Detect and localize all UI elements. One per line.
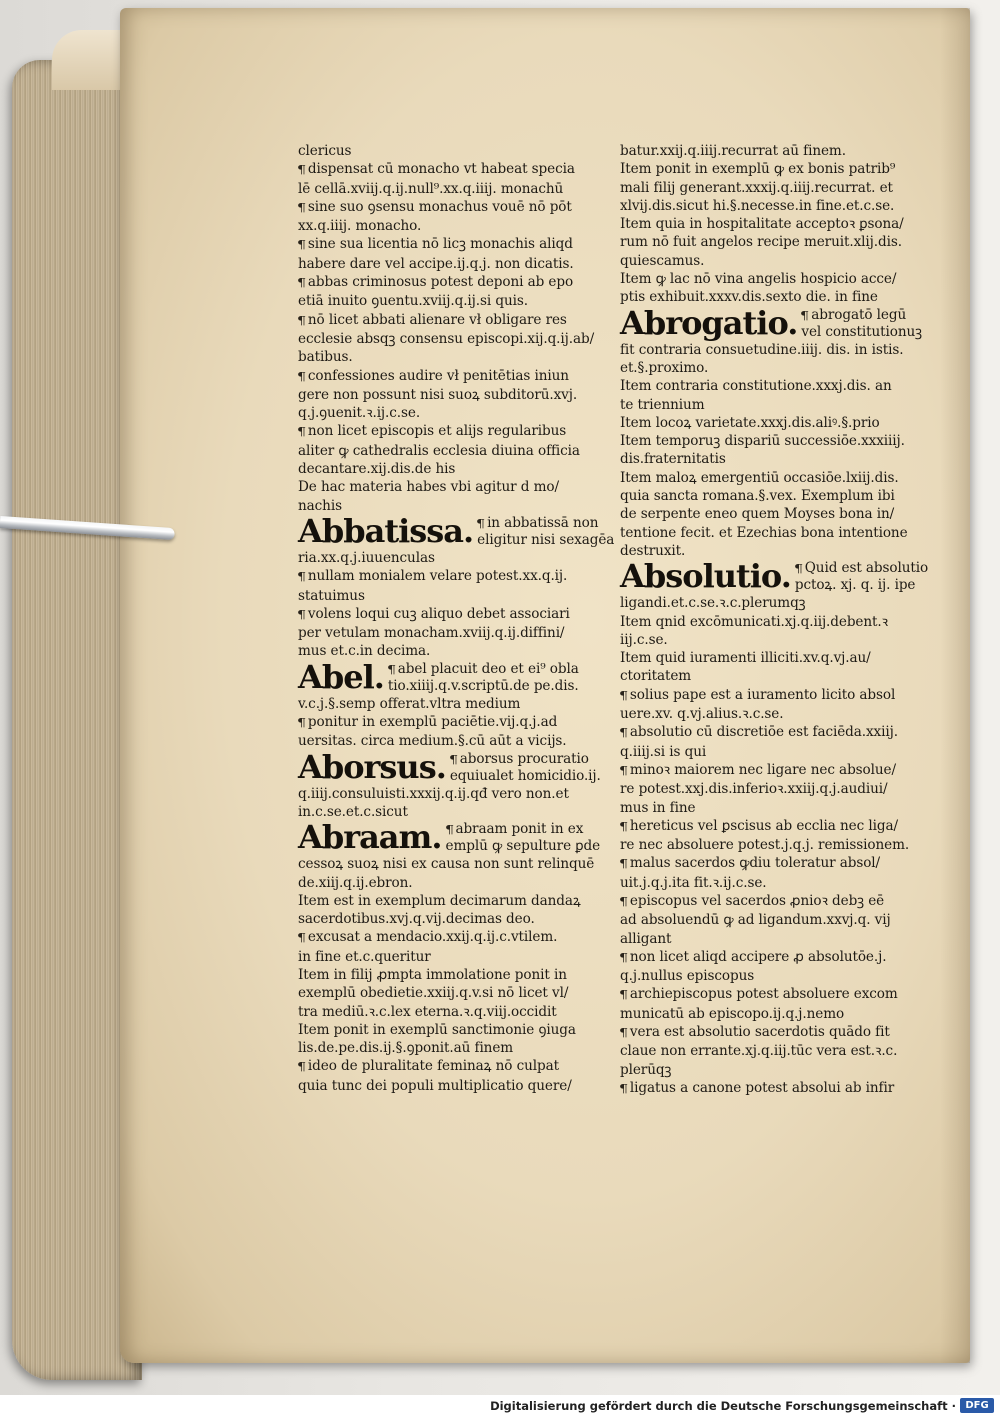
line-text: Quid est absolutio: [804, 560, 929, 577]
line-text: absolutio cū discretiōe est faciēda.xxiij.: [629, 724, 898, 741]
line-text: municatū ab episcopo.ij.q.j.nemo: [620, 1005, 845, 1022]
text-line: [620, 359, 932, 377]
text-line: [298, 235, 616, 254]
text-line: [477, 515, 614, 532]
text-line: [620, 667, 932, 685]
text-line: [298, 273, 616, 292]
paragraph-mark-icon: ¶: [618, 726, 628, 740]
line-text: claue non errante.xj.q.iij.tūc vera est.ꝛ.c.: [620, 1043, 898, 1060]
paragraph-mark-icon: ¶: [296, 1060, 306, 1074]
text-line: [298, 1039, 616, 1057]
line-text: xlvij.dis.sicut hi.§.necesse.in fine.et.c.se.: [620, 197, 895, 214]
text-line: [298, 874, 616, 892]
line-text: minoꝛ maiorem nec ligare nec absolue/: [629, 761, 896, 778]
line-text: mali filij generant.xxxij.q.iiij.recurrat. et: [620, 179, 893, 196]
text-line: [801, 307, 922, 324]
text-line: [620, 341, 932, 359]
line-text: fit contraria consuetudine.iiij. dis. in istis.: [620, 341, 904, 358]
line-text: uit.j.q.j.ita fit.ꝛ.ij.c.se.: [620, 874, 767, 891]
line-text: Item contraria constitutione.xxxj.dis. an: [620, 378, 892, 395]
text-line: [620, 505, 932, 523]
line-text: Item qnid excōmunicati.xj.q.iij.debent.ꝛ: [620, 613, 888, 630]
text-line: [298, 160, 616, 179]
text-line: [298, 855, 616, 873]
line-text: ligandi.et.c.se.ꝛ.c.plerumqꝫ: [620, 595, 806, 612]
text-line: [620, 761, 932, 780]
line-text: dispensat cū monacho vt habeat specia: [307, 161, 575, 178]
line-text: nullam monialem velare potest.xx.q.ij.: [307, 568, 568, 585]
headword-inline-text: [477, 515, 614, 549]
text-line: [620, 1061, 932, 1079]
line-text: nachis: [298, 497, 342, 514]
text-line: [620, 377, 932, 395]
line-text: nō licet abbati alienare vł obligare res: [307, 311, 567, 328]
text-line: [298, 567, 616, 586]
line-text: plerūqꝫ: [620, 1061, 672, 1078]
line-text: non licet episcopis et alijs regularibus: [307, 423, 567, 440]
line-text: te triennium: [620, 396, 705, 413]
text-line: [620, 179, 932, 197]
line-text: lis.de.pe.dis.ij.§.ꝯponit.aū finem: [298, 1040, 514, 1057]
line-text: vera est absolutio sacerdotis quādo fit: [629, 1024, 890, 1041]
line-text: exemplū obedietie.xxiij.q.v.si nō licet vl/: [298, 985, 569, 1002]
text-line: [298, 292, 616, 310]
line-text: destruxit.: [620, 542, 686, 559]
text-line: [450, 751, 601, 768]
text-line: [620, 432, 932, 450]
paragraph-mark-icon: ¶: [296, 313, 306, 327]
text-line: [620, 1005, 932, 1023]
text-line: [298, 478, 616, 496]
line-text: ligatus a canone potest absolui ab infir: [629, 1079, 895, 1096]
line-text: gere non possunt nisi suoꝝ subditorū.xvj.: [298, 386, 578, 403]
line-text: archiepiscopus potest absoluere excom: [629, 986, 898, 1003]
dfg-logo-icon: DFG: [960, 1398, 994, 1413]
text-line: [620, 469, 932, 487]
entry-aborsus: [298, 747, 616, 822]
paragraph-mark-icon: ¶: [476, 516, 486, 530]
headword: Abel.: [298, 657, 384, 696]
line-text: batur.xxij.q.iiij.recurrat aū finem.: [620, 143, 846, 159]
line-text: aborsus procuratio: [459, 750, 589, 767]
entry-abraam: [296, 818, 616, 1095]
text-line: [620, 414, 932, 432]
paragraph-mark-icon: ¶: [618, 857, 628, 871]
line-text: eligitur nisi sexagēa: [477, 531, 615, 548]
text-line: [298, 785, 616, 803]
line-text: ptis exhibuit.xxxv.dis.sexto die. in fine: [620, 289, 878, 306]
text-line: [388, 661, 579, 678]
paragraph-mark-icon: ¶: [296, 425, 306, 439]
line-text: decantare.xij.dis.de his: [298, 461, 456, 478]
line-text: tio.xiiij.q.v.scriptū.de pe.dis.: [387, 677, 579, 694]
paragraph-mark-icon: ¶: [618, 894, 628, 908]
paragraph-mark-icon: ¶: [618, 950, 628, 964]
text-line: [298, 311, 616, 330]
text-line: [620, 487, 932, 505]
text-line: [298, 460, 616, 478]
text-line: [620, 396, 932, 414]
entry-absolutio: [618, 557, 932, 1098]
text-line: [298, 1057, 616, 1076]
line-text: De hac materia habes vbi agitur d mo/: [298, 479, 559, 496]
text-line: [477, 532, 614, 549]
line-text: sacerdotibus.xvj.q.vij.decimas deo.: [298, 911, 535, 928]
headword: Aborsus.: [298, 747, 446, 786]
line-text: Item est in exemplum decimarum dandaꝝ: [298, 892, 581, 909]
text-line: [298, 549, 616, 567]
text-line: [298, 198, 616, 217]
paragraph-mark-icon: ¶: [296, 163, 306, 177]
line-text: iij.c.se.: [620, 631, 668, 648]
text-line: [620, 854, 932, 873]
paragraph-mark-icon: ¶: [618, 819, 628, 833]
text-line: [620, 780, 932, 798]
text-line: [298, 1021, 616, 1039]
line-text: re nec absoluere potest.j.q.j. remissionem.: [620, 837, 910, 854]
line-text: Item ꝙ lac nō vina angelis hospicio acce/: [620, 271, 897, 288]
text-line: [298, 1003, 616, 1021]
line-text: dis.fraternitatis: [620, 451, 726, 468]
line-text: mus in fine: [620, 799, 696, 816]
text-line: [795, 560, 928, 577]
text-line: [620, 197, 932, 215]
text-line: [620, 930, 932, 948]
line-text: equiualet homicidio.ij.: [449, 767, 601, 784]
text-line: [298, 142, 616, 160]
text-line: [298, 180, 616, 198]
paragraph-mark-icon: ¶: [386, 662, 396, 676]
text-line: [298, 948, 616, 966]
text-line: [620, 723, 932, 742]
line-text: in.c.se.et.c.sicut: [298, 803, 408, 820]
text-line: [298, 928, 616, 947]
entry-head-row: [298, 818, 616, 857]
line-text: Item in filij ꝓmpta immolatione ponit in: [298, 966, 567, 983]
line-text: q.iiij.si is qui: [620, 743, 707, 760]
text-line: [298, 605, 616, 624]
line-text: in fine et.c.queritur: [298, 948, 431, 965]
line-text: sine sua licentia nō licꝫ monachis aliqd: [307, 236, 573, 253]
line-text: quiescamus.: [620, 252, 705, 269]
line-text: xx.q.iiij. monacho.: [298, 218, 422, 235]
line-text: in abbatissā non: [487, 514, 599, 531]
line-text: uere.xv. q.vj.alius.ꝛ.c.se.: [620, 706, 784, 723]
line-text: quia tunc dei populi multiplicatio quere/: [298, 1077, 572, 1094]
line-text: uersitas. circa medium.§.cū aūt a vicijs.: [298, 733, 567, 750]
line-text: Item ponit in exemplū sanctimonie ꝯiuga: [298, 1021, 576, 1038]
text-line: [620, 985, 932, 1004]
line-text: Item ponit in exemplū ꝙ ex bonis patrib⁹: [620, 161, 896, 178]
entry-head-row: [298, 747, 616, 786]
headword-inline-text: [795, 560, 928, 594]
line-text: tra mediū.ꝛ.c.lex eterna.ꝛ.q.viij.occidit: [298, 1003, 557, 1020]
text-line: [620, 948, 932, 967]
text-line: [801, 324, 922, 341]
line-text: quia sancta romana.§.vex. Exemplum ibi: [620, 488, 895, 505]
line-text: ria.xx.q.j.iuuenculas: [298, 549, 435, 566]
line-text: confessiones audire vł penitētias iniun: [307, 367, 569, 384]
text-line: [388, 678, 579, 695]
line-text: volens loqui cuꝫ aliquo debet associari: [307, 605, 570, 622]
line-text: ideo de pluralitate feminaꝝ nō culpat: [307, 1058, 559, 1075]
text-line: [446, 838, 601, 855]
line-text: Item quia in hospitalitate acceptoꝛ ꝑsona/: [620, 216, 904, 233]
line-text: ad absoluendū ꝙ ad ligandum.xxvj.q. vij: [620, 912, 891, 929]
headword-inline-text: [446, 821, 601, 855]
paragraph-mark-icon: ¶: [618, 988, 628, 1002]
text-line: [298, 984, 616, 1002]
line-text: statuimus: [298, 587, 365, 604]
text-line: [298, 255, 616, 273]
entry-abel: [296, 657, 616, 751]
paragraph-mark-icon: ¶: [618, 1081, 628, 1095]
line-text: rum nō fuit angelos recipe meruit.xlij.dis.: [620, 234, 902, 251]
footer-bar: [0, 1395, 1000, 1417]
text-line: [620, 705, 932, 723]
line-text: abbas criminosus potest deponi ab epo: [307, 274, 574, 291]
text-line: [620, 233, 932, 251]
text-line: [620, 1042, 932, 1060]
line-text: etiā inuito ꝯuentu.xviij.q.ij.si quis.: [298, 293, 528, 310]
entry-head-row: [298, 657, 616, 696]
line-text: ctoritatem: [620, 668, 692, 685]
paragraph-mark-icon: ¶: [296, 931, 306, 945]
text-line: [620, 836, 932, 854]
paragraph-mark-icon: ¶: [296, 276, 306, 290]
text-line: [620, 686, 932, 705]
text-line: [620, 649, 932, 667]
headword: Absolutio.: [620, 557, 791, 596]
text-line: [620, 1023, 932, 1042]
line-text: abel placuit deo et ei⁹ obla: [397, 660, 579, 677]
line-text: solius pape est a iuramento licito absol: [629, 686, 896, 703]
line-text: non licet aliqd accipere ꝓ absolutōe.j.: [629, 948, 887, 965]
text-line: [298, 422, 616, 441]
line-text: per vetulam monacham.xviij.q.ij.diffini/: [298, 625, 565, 642]
paragraph-mark-icon: ¶: [793, 562, 803, 576]
text-line: [298, 386, 616, 404]
entry-abrogatio: [620, 303, 932, 561]
paragraph-mark-icon: ¶: [444, 823, 454, 837]
paragraph-mark-icon: ¶: [296, 607, 306, 621]
pointer-rod-shape: [0, 516, 175, 540]
text-line: [298, 404, 616, 422]
text-line: [620, 613, 932, 631]
text-line: [620, 215, 932, 233]
text-line: [620, 967, 932, 985]
line-text: batibus.: [298, 349, 353, 366]
line-text: alligant: [620, 930, 672, 947]
paragraph-mark-icon: ¶: [800, 308, 810, 322]
text-line: [298, 892, 616, 910]
text-line: [298, 587, 616, 605]
text-line: [620, 450, 932, 468]
line-text: abrogatō legū: [811, 306, 907, 323]
text-line: [298, 910, 616, 928]
text-line: [620, 631, 932, 649]
text-line: [620, 252, 932, 270]
line-text: clericus: [298, 143, 352, 159]
funding-credit: Digitalisierung gefördert durch die Deutsche Forschungsgemeinschaft ·: [490, 1399, 956, 1413]
text-line: [620, 874, 932, 892]
line-text: Item locoꝝ varietate.xxxj.dis.aliꝰ.§.prio: [620, 414, 880, 431]
paragraph-mark-icon: ¶: [296, 238, 306, 252]
paragraph-mark-icon: ¶: [448, 752, 458, 766]
line-text: ponitur in exemplū paciētie.vij.q.j.ad: [307, 714, 558, 731]
headword-inline-text: [450, 751, 601, 785]
text-line: [298, 348, 616, 366]
line-text: de.xiij.q.ij.ebron.: [298, 874, 413, 891]
text-line: [620, 817, 932, 836]
text-line: [450, 768, 601, 785]
line-text: tentione fecit. et Ezechias bona intentione: [620, 524, 908, 541]
line-text: habere dare vel accipe.ij.q.j. non dicatis.: [298, 255, 574, 272]
entry-abbatissa: [296, 511, 616, 661]
line-text: q.j.ꝯuenit.ꝛ.ij.c.se.: [298, 405, 421, 422]
line-text: re potest.xxj.dis.inferioꝛ.xxiij.q.j.audiui/: [620, 781, 888, 798]
line-text: v.c.j.§.semp offerat.vltra medium: [298, 695, 521, 712]
line-text: Item quid iuramenti illiciti.xv.q.vj.au/: [620, 650, 871, 667]
paragraph-mark-icon: ¶: [296, 369, 306, 383]
line-text: excusat a mendacio.xxij.q.ij.c.vtilem.: [307, 929, 558, 946]
text-line: [298, 966, 616, 984]
line-text: ecclesie absqꝫ consensu episcopi.xij.q.ij.ab/: [298, 330, 595, 347]
line-text: vel constitutionuꝫ: [801, 323, 922, 340]
text-line: [620, 743, 932, 761]
line-text: Item maloꝝ emergentiū occasiōe.lxiij.dis.: [620, 469, 899, 486]
line-text: pctoꝝ. xj. q. ij. ipe: [794, 577, 916, 594]
text-line: [620, 892, 932, 911]
text-line: [298, 330, 616, 348]
text-line: [298, 713, 616, 732]
line-text: aliter ꝙ cathedralis ecclesia diuina officia: [298, 442, 580, 459]
line-text: episcopus vel sacerdos ꝓnioꝛ debꝫ eē: [629, 892, 885, 909]
text-line: [298, 442, 616, 460]
paragraph-mark-icon: ¶: [296, 200, 306, 214]
text-line: [620, 799, 932, 817]
text-line: [446, 821, 601, 838]
line-text: q.j.nullus episcopus: [620, 968, 755, 985]
headword-inline-text: [801, 307, 922, 341]
text-line: [620, 594, 932, 612]
line-text: malus sacerdos ꝙdiu toleratur absol/: [629, 855, 881, 872]
entry-head-row: [298, 511, 616, 550]
line-text: mus et.c.in decima.: [298, 643, 431, 660]
paragraph-mark-icon: ¶: [618, 763, 628, 777]
entry-head-row: [620, 557, 932, 596]
line-text: abraam ponit in ex: [455, 821, 584, 838]
left-text-column: [298, 142, 616, 1095]
text-line: [795, 577, 928, 594]
line-text: de serpente eneo quem Moyses bona in/: [620, 506, 895, 523]
text-line: [620, 524, 932, 542]
headword-inline-text: [388, 661, 579, 695]
text-line: [620, 911, 932, 929]
line-text: Item temporuꝫ dispariū successiōe.xxxiiij.: [620, 433, 905, 450]
line-text: emplū ꝙ sepulture ꝑde: [445, 838, 601, 855]
right-text-column: [620, 142, 932, 1098]
paragraph-mark-icon: ¶: [618, 688, 628, 702]
text-line: [298, 624, 616, 642]
line-text: cessoꝝ suoꝝ nisi ex causa non sunt relinquē: [298, 856, 595, 873]
text-line: [298, 695, 616, 713]
text-line: [620, 160, 932, 178]
text-line: [620, 1079, 932, 1098]
paragraph-mark-icon: ¶: [618, 1026, 628, 1040]
line-text: hereticus vel ꝑscisus ab ecclia nec liga/: [629, 817, 898, 834]
text-line: [298, 217, 616, 235]
paragraph-mark-icon: ¶: [296, 570, 306, 584]
entry-head-row: [620, 303, 932, 342]
paragraph-mark-icon: ¶: [296, 716, 306, 730]
headword: Abraam.: [298, 818, 442, 857]
line-text: sine suo ꝯsensu monachus vouē nō pōt: [307, 198, 572, 215]
text-line: [620, 270, 932, 288]
text-line: [620, 142, 932, 160]
headword: Abbatissa.: [298, 511, 474, 550]
text-line: [298, 1077, 616, 1095]
text-line: [298, 367, 616, 386]
line-text: et.§.proximo.: [620, 359, 709, 376]
line-text: lē cellā.xviij.q.ij.null⁹.xx.q.iiij. monachū: [298, 180, 564, 197]
line-text: q.iiij.consuluisti.xxxij.q.ij.qđ vero non.et: [298, 785, 569, 802]
headword: Abrogatio.: [620, 303, 798, 342]
